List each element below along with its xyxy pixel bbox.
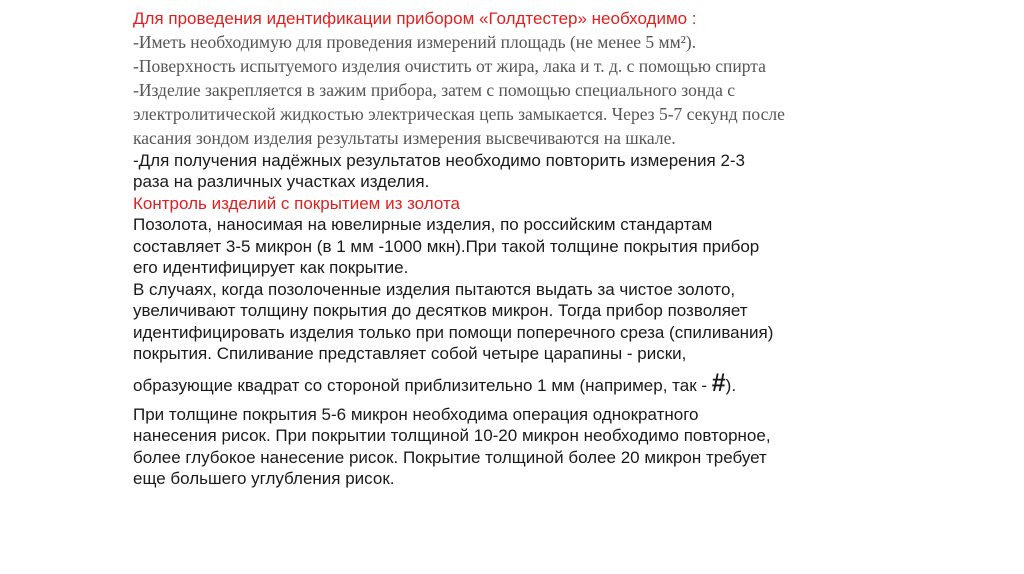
hash-symbol: # bbox=[711, 368, 726, 397]
gilding-paragraph-line-2: составляет 3-5 микрон (в 1 мм -1000 мкн).При такой толщине покрытия прибор bbox=[133, 236, 760, 256]
example-line bbox=[133, 365, 873, 404]
gilding-paragraph-line-1: Позолота, наносимая на ювелирные изделия, по российским стандартам bbox=[133, 215, 713, 234]
cases-paragraph-line-2: увеличивают толщину покрытия до десятков микрон. Тогда прибор позволяет bbox=[133, 301, 748, 320]
cases-paragraph-line-3: идентифицировать изделия только при помощи поперечного среза (спиливания) bbox=[133, 322, 774, 342]
thickness-paragraph-line-1: При толщине покрытия 5-6 микрон необходима операция однократного bbox=[133, 404, 699, 424]
thickness-paragraph-line-2: нанесения рисок. При покрытии толщиной 10-20 микрон необходимо повторное, bbox=[133, 426, 771, 445]
cases-paragraph-line-1: В случаях, когда позолоченные изделия пытаются выдать за чистое золото, bbox=[133, 279, 736, 299]
reliable-results-line-1: -Для получения надёжных результатов необходимо повторить измерения 2-3 bbox=[133, 150, 746, 170]
instruction-line-2: -Поверхность испытуемого изделия очистить от жира, лака и т. д. с помощью спирта bbox=[133, 55, 766, 76]
instruction-line-1: -Иметь необходимую для проведения измерений площадь (не менее 5 мм²). bbox=[133, 31, 697, 52]
instruction-line-4: электролитической жидкостью электрическая цепь замыкается. Через 5-7 секунд после bbox=[133, 103, 785, 124]
thickness-paragraph-line-4: еще большего углубления рисок. bbox=[133, 469, 395, 488]
cases-paragraph-line-4: покрытия. Спиливание представляет собой четыре царапины - риски, bbox=[133, 344, 687, 363]
example-line-suffix: ). bbox=[725, 375, 737, 395]
gilding-paragraph-line-3: его идентифицирует как покрытие. bbox=[133, 258, 409, 277]
reliable-results-line-2: раза на различных участках изделия. bbox=[133, 172, 430, 191]
instruction-line-3: -Изделие закрепляется в зажим прибора, затем с помощью специального зонда с bbox=[133, 79, 735, 100]
instruction-line-5: касания зондом изделия результаты измерения высвечиваются на шкале. bbox=[133, 127, 676, 148]
thickness-paragraph-line-3: более глубокое нанесение рисок. Покрытие толщиной более 20 микрон требует bbox=[133, 447, 767, 467]
text-content bbox=[133, 8, 873, 490]
section-title: Контроль изделий с покрытием из золота bbox=[133, 193, 461, 213]
heading: Для проведения идентификации прибором «Голдтестер» необходимо : bbox=[133, 9, 697, 28]
example-line-prefix: образующие квадрат со стороной приблизительно 1 мм (например, так - bbox=[133, 375, 712, 395]
